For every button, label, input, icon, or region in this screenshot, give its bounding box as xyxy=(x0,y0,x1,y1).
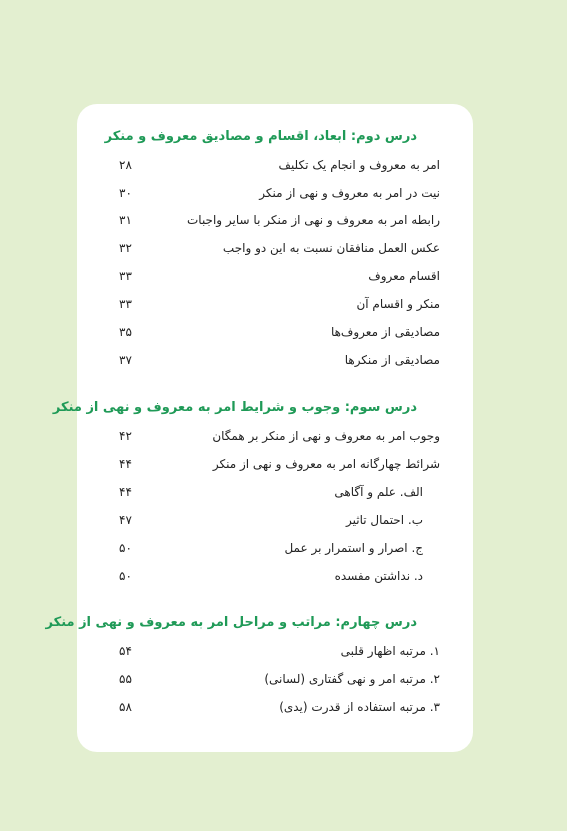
section-title: درس دوم: ابعاد، اقسام و مصادیق معروف و منکر xyxy=(104,129,417,144)
entry-page: ۵۴ xyxy=(119,644,132,658)
toc-entry[interactable] xyxy=(77,511,473,531)
toc-entry[interactable] xyxy=(77,351,473,371)
toc-entry[interactable] xyxy=(77,211,473,231)
entry-text: ۳. مرتبه استفاده از قدرت (یدی) xyxy=(279,700,440,714)
toc-entry[interactable] xyxy=(77,156,473,176)
toc-entry[interactable] xyxy=(77,295,473,315)
entry-text: عکس العمل منافقان نسبت به این دو واجب xyxy=(222,241,440,255)
toc-card xyxy=(45,104,473,752)
entry-text: ب. احتمال تاثیر xyxy=(345,513,423,527)
toc-entry[interactable] xyxy=(77,567,473,587)
entry-page: ۴۲ xyxy=(119,429,132,443)
section-title: درس چهارم: مراتب و مراحل امر به معروف و نهی از منکر xyxy=(45,615,417,630)
entry-page: ۳۳ xyxy=(119,297,132,311)
toc-entry[interactable] xyxy=(77,427,473,447)
entry-page: ۵۰ xyxy=(119,569,132,583)
entry-text: الف. علم و آگاهی xyxy=(334,485,423,499)
entry-page: ۴۷ xyxy=(119,513,132,527)
toc-entry[interactable] xyxy=(77,698,473,718)
entry-page: ۴۴ xyxy=(119,457,132,471)
entry-text: ۱. مرتبه اظهار قلبی xyxy=(340,644,440,658)
entry-text: ۲. مرتبه امر و نهی گفتاری (لسانی) xyxy=(264,672,440,686)
entry-text: منکر و اقسام آن xyxy=(356,297,440,311)
entry-text: وجوب امر به معروف و نهی از منکر بر همگان xyxy=(212,429,440,443)
entry-page: ۵۸ xyxy=(119,700,132,714)
entry-text: نیت در امر به معروف و نهی از منکر xyxy=(259,186,440,200)
section-title: درس سوم: وجوب و شرایط امر به معروف و نهی از منکر xyxy=(52,400,417,415)
entry-page: ۵۰ xyxy=(119,541,132,555)
entry-text: مصادیقی از منکرها xyxy=(344,353,440,367)
entry-page: ۳۳ xyxy=(119,269,132,283)
entry-page: ۳۱ xyxy=(119,213,132,227)
toc-entry[interactable] xyxy=(77,642,473,662)
entry-text: شرائط چهارگانه امر به معروف و نهی از منکر xyxy=(212,457,440,471)
entry-text: اقسام معروف xyxy=(368,269,440,283)
toc-entry[interactable] xyxy=(77,455,473,475)
toc-entry[interactable] xyxy=(77,539,473,559)
entry-page: ۲۸ xyxy=(119,158,132,172)
toc-entry[interactable] xyxy=(77,323,473,343)
entry-page: ۵۵ xyxy=(119,672,132,686)
toc-entry[interactable] xyxy=(77,184,473,204)
entry-text: رابطه امر به معروف و نهی از منکر با سایر واجبات xyxy=(186,213,440,227)
entry-text: ج. اصرار و استمرار بر عمل xyxy=(284,541,423,555)
entry-page: ۳۷ xyxy=(119,353,132,367)
entry-text: د. نداشتن مفسده xyxy=(334,569,423,583)
entry-page: ۳۵ xyxy=(119,325,132,339)
toc-entry[interactable] xyxy=(77,670,473,690)
entry-page: ۳۲ xyxy=(119,241,132,255)
entry-text: مصادیقی از معروف‌ها xyxy=(330,325,440,339)
entry-page: ۴۴ xyxy=(119,485,132,499)
toc-entry[interactable] xyxy=(77,267,473,287)
entry-page: ۳۰ xyxy=(119,186,132,200)
toc-entry[interactable] xyxy=(77,239,473,259)
toc-entry[interactable] xyxy=(77,483,473,503)
entry-text: امر به معروف و انجام یک تکلیف xyxy=(278,158,440,172)
